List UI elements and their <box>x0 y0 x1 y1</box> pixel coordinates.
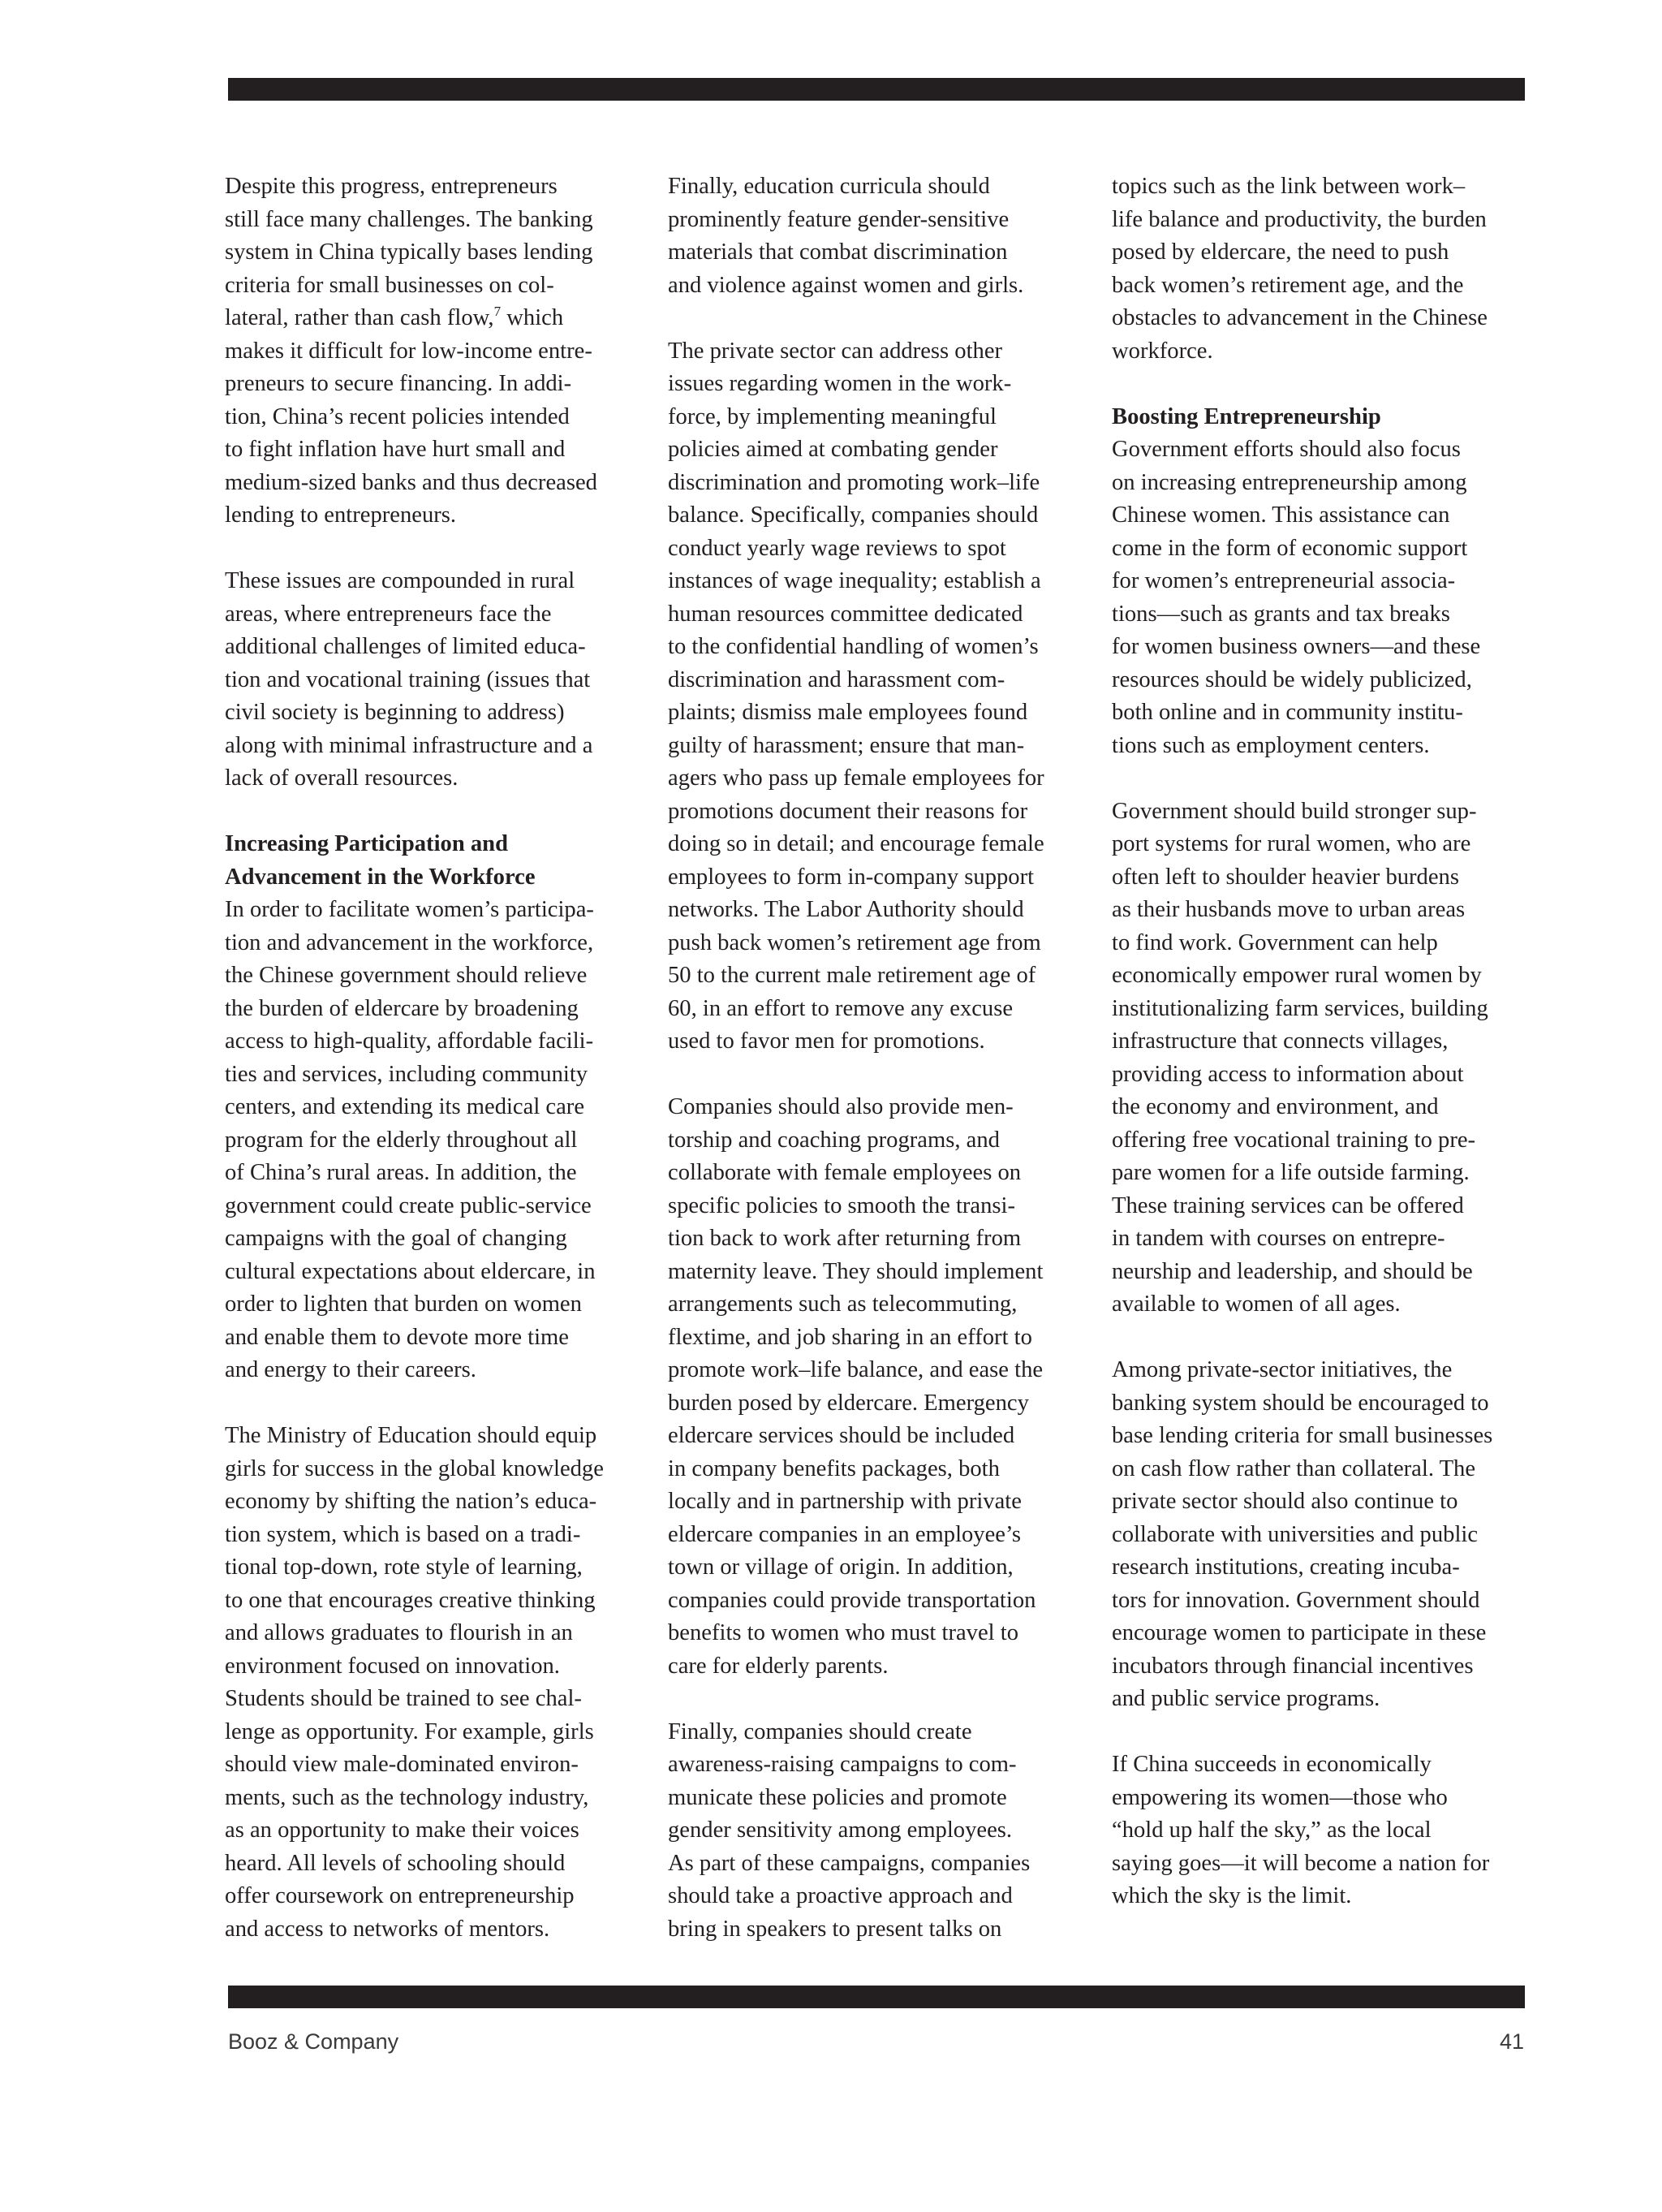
paragraph: The Ministry of Education should equip girls for success in the global knowledge economy by shifting the nation’s educa- tion system, which is based on a tradi- tional top-down, rote style of learning, to one that encourages creative thinking and allows graduates to flourish in an environment focused on innovation. Students should be trained to see chal- lenge as opportunity. For example, girls should view male-dominated environ- ments, such as the technology industry, as an opportunity to make their voices heard. All levels of schooling should offer coursework on entrepreneurship and access to networks of mentors. <box>225 1423 604 1942</box>
paragraph: Government efforts should also focus on increasing entrepreneurship among Chinese women. This assistance can come in the form of economic support for women’s entrepreneurial associa- tions—such as grants and tax breaks for women business owners—and these resources should be widely publicized, both online and in community institu- tions such as employment centers. <box>1112 437 1481 758</box>
paragraph: Among private-sector initiatives, the banking system should be encouraged to base lending criteria for small businesses on cash flow rather than collateral. The private sector should also continue to collaborate with universities and public research institutions, creating incuba- tors for innovation. Government should encourage women to participate in these incubators through financial incentives and public service programs. <box>1112 1357 1493 1711</box>
footer-publisher: Booz & Company <box>228 2029 399 2054</box>
text-column-1 <box>225 170 639 1946</box>
section-heading: Boosting Entrepreneurship <box>1112 403 1381 429</box>
footnote-ref: 7 <box>493 304 502 319</box>
bottom-rule <box>228 1986 1525 2008</box>
paragraph: Government should build stronger sup- port systems for rural women, who are often left to shoulder heavier burdens as their husbands move to urban areas to find work. Government can help economically empower rural women by institutionalizing farm services, building infrastructure that connects villages, providing access to information about the economy and environment, and offering free vocational training to pre- pare women for a life outside farming. These training services can be offered in tandem with courses on entrepre- neurship and leadership, and should be available to women of all ages. <box>1112 798 1488 1317</box>
paragraph: In order to facilitate women’s participa- tion and advancement in the workforce, the Chinese government should relieve the burden of eldercare by broadening access to high-quality, affordable facili- ties and services, including community centers, and extending its medical care program for the elderly throughout all of China’s rural areas. In addition, the government could create public-service campaigns with the goal of changing cultural expectations about eldercare, in order to lighten that burden on women and enable them to devote more time and energy to their careers. <box>225 897 596 1382</box>
top-rule <box>228 78 1525 101</box>
page-number: 41 <box>1499 2029 1524 2054</box>
paragraph: Finally, education curricula should prominently feature gender-sensitive materials that combat discrimination and violence against women and girls. <box>668 174 1024 298</box>
paragraph: These issues are compounded in rural areas, where entrepreneurs face the additional challenges of limited educa- tion and vocational training (issues that civil society is beginning to address) along with minimal infrastructure and a lack of overall resources. <box>225 568 593 791</box>
paragraph-text: Despite this progress, entrepreneurs still face many challenges. The banking system in China typically bases lending criteria for small businesses on col- lateral, rather than cash flow, <box>225 174 593 330</box>
text-column-2 <box>668 170 1082 1946</box>
paragraph-text: which makes it difficult for low-income entre- preneurs to secure financing. In addi- tion, China’s recent policies intended to fight inflation have hurt small and medium-sized banks and thus decreased lending to entrepreneurs. <box>225 305 597 528</box>
text-column-3 <box>1112 170 1526 1913</box>
paragraph: If China succeeds in economically empowering its women—those who “hold up half the sky,” as the local saying goes—it will become a nation for which the sky is the limit. <box>1112 1752 1490 1908</box>
paragraph: Finally, companies should create awareness-raising campaigns to com- municate these policies and promote gender sensitivity among employees. As part of these campaigns, companies should take a proactive approach and bring in speakers to present talks on <box>668 1718 1031 1942</box>
section-heading: Increasing Participation and Advancement in the Workforce <box>225 831 536 890</box>
paragraph: topics such as the link between work– life balance and productivity, the burden posed by eldercare, the need to push back women’s retirement age, and the obstacles to advancement in the Chinese workforce. <box>1112 174 1488 364</box>
paragraph <box>225 170 639 533</box>
paragraph: The private sector can address other issues regarding women in the work- force, by implementing meaningful policies aimed at combating gender discrimination and promoting work–life balance. Specifically, companies should conduct yearly wage reviews to spot instances of wage inequality; establish a human resources committee dedicated to the confidential handling of women’s discrimination and harassment com- plaints; dismiss male employees found guilty of harassment; ensure that man- agers who pass up female employees for promotions document their reasons for doing so in detail; and encourage female employees to form in-company support networks. The Labor Authority should push back women’s retirement age from 50 to the current male retirement age of 60, in an effort to remove any excuse used to favor men for promotions. <box>668 338 1044 1054</box>
paragraph: Companies should also provide men- torship and coaching programs, and collaborate with female employees on specific policies to smooth the transi- tion back to work after returning from maternity leave. They should implement arrangements such as telecommuting, flextime, and job sharing in an effort to promote work–life balance, and ease the burden posed by eldercare. Emergency eldercare services should be included in company benefits packages, both locally and in partnership with private eldercare companies in an employee’s town or village of origin. In addition, companies could provide transportation benefits to women who must travel to care for elderly parents. <box>668 1094 1044 1679</box>
